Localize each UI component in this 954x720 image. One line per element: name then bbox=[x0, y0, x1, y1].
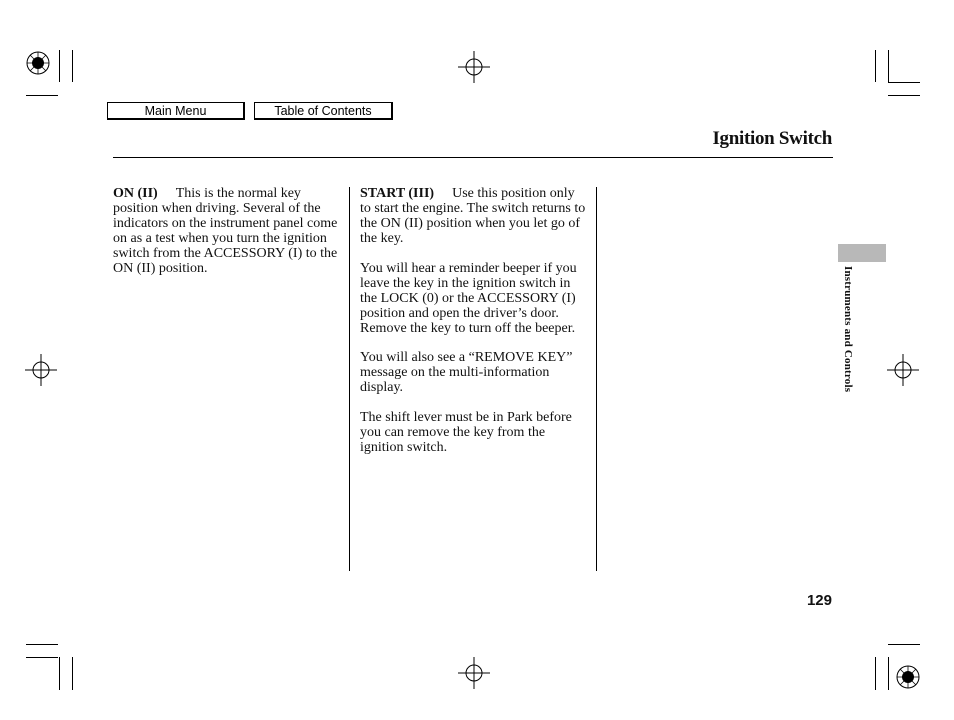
page-title: Ignition Switch bbox=[712, 128, 832, 149]
section-label: Instruments and Controls bbox=[842, 266, 854, 393]
paragraph: START (III) Use this position only to start the engine. The switch returns to the ON (II) position when you let go of the key. bbox=[360, 186, 586, 246]
column-divider bbox=[596, 187, 597, 571]
paragraph: You will also see a “REMOVE KEY” message on the multi-information display. bbox=[360, 350, 573, 395]
registration-star-icon bbox=[897, 666, 919, 688]
section-tab bbox=[838, 244, 886, 262]
title-rule bbox=[113, 157, 833, 158]
page-number: 129 bbox=[806, 592, 832, 609]
crosshair-icon bbox=[887, 354, 919, 386]
column-1 bbox=[113, 186, 339, 291]
crosshair-icon bbox=[25, 354, 57, 386]
column-2 bbox=[360, 186, 586, 469]
paragraph: The shift lever must be in Park before you can remove the key from the ignition switch. bbox=[360, 409, 572, 455]
term-on: ON (II) bbox=[113, 186, 158, 201]
table-of-contents-button[interactable]: Table of Contents bbox=[254, 102, 393, 120]
column-divider bbox=[349, 187, 350, 571]
crosshair-icon bbox=[458, 657, 490, 689]
paragraph: You will hear a reminder beeper if you leave the key in the ignition switch in the LOCK (0) or the ACCESSORY (I) position and open the driver’s door. Remove the key to turn off the beeper. bbox=[360, 260, 577, 336]
term-start: START (III) bbox=[360, 186, 435, 201]
main-menu-button[interactable]: Main Menu bbox=[107, 102, 245, 120]
paragraph: ON (II) This is the normal key position when driving. Several of the indicators on the instrument panel come on as a test when you turn the ignition switch from the ACCESSORY (I) to the ON (II) position. bbox=[113, 186, 338, 276]
crosshair-icon bbox=[458, 51, 490, 83]
registration-star-icon bbox=[27, 52, 49, 74]
